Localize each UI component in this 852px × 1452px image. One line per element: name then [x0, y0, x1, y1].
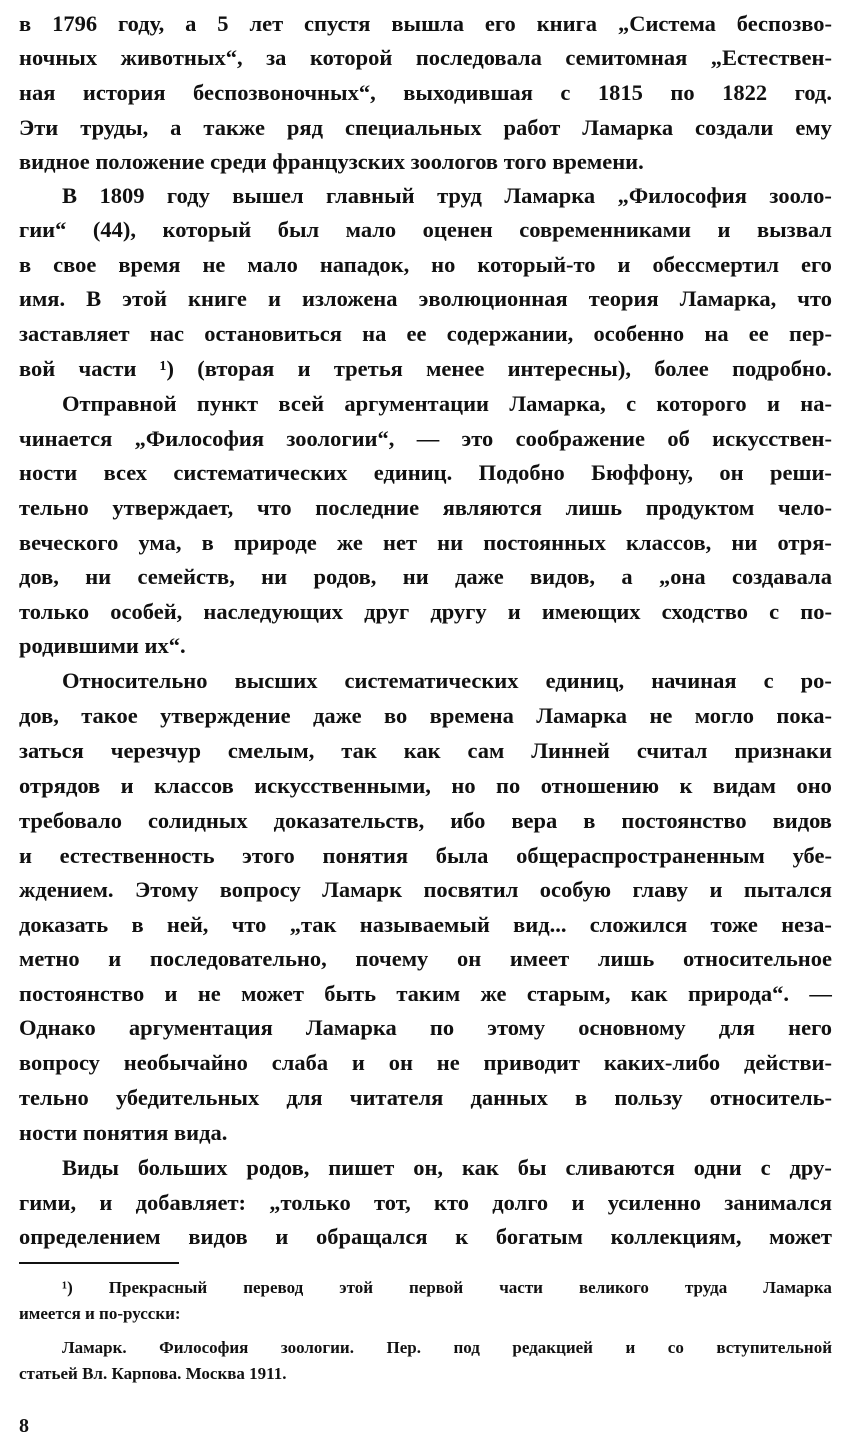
text-line: дов, такое утверждение даже во времена Ламарка не могло пока- [19, 703, 832, 728]
text-line: дов, ни семейств, ни родов, ни даже видов, а „она создавала [19, 564, 832, 589]
text-line: вопросу необычайно слаба и он не приводит каких-либо действи- [19, 1050, 832, 1075]
text-line: имя. В этой книге и изложена эволюционная теория Ламарка, что [19, 286, 832, 311]
text-line: Отправной пункт всей аргументации Ламарка, с которого и на- [62, 391, 832, 416]
text-line: ночных животных“, за которой последовала семитомная „Естествен- [19, 45, 832, 70]
text-line: тельно утверждает, что последние являются лишь продуктом чело- [19, 495, 832, 520]
text-line: в 1796 году, а 5 лет спустя вышла его книга „Система беспозво- [19, 11, 832, 36]
text-line: отрядов и классов искусственными, но по отношению к видам оно [19, 773, 832, 798]
text-line: ная история беспозвоночных“, выходившая с 1815 по 1822 год. [19, 80, 832, 105]
text-line: ности всех систематических единиц. Подобно Бюффону, он реши- [19, 460, 832, 485]
text-line: веческого ума, в природе же нет ни постоянных классов, ни отря- [19, 530, 832, 555]
text-line: гими, и добавляет: „только тот, кто долго и усиленно занимался [19, 1190, 832, 1215]
text-line: ности понятия вида. [19, 1120, 228, 1145]
text-line: чинается „Философия зоологии“, — это соображение об искусствен- [19, 426, 832, 451]
text-line: видное положение среди французских зоологов того времени. [19, 149, 644, 174]
text-line: определением видов и обращался к богатым коллекциям, может [19, 1224, 832, 1249]
footnote-line: статьей Вл. Карпова. Москва 1911. [19, 1364, 287, 1383]
text-line: метно и последовательно, почему он имеет лишь относительное [19, 946, 832, 971]
text-line: заться черезчур смелым, так как сам Линней считал признаки [19, 738, 832, 763]
footnote-line: Ламарк. Философия зоологии. Пер. под редакцией и со вступительной [62, 1338, 832, 1357]
text-line: родившими их“. [19, 633, 186, 658]
text-line: только особей, наследующих друг другу и имеющих сходство с по- [19, 599, 832, 624]
text-line: гии“ (44), который был мало оценен современниками и вызвал [19, 217, 832, 242]
text-line: Относительно высших систематических единиц, начиная с ро- [62, 668, 832, 693]
text-line: требовало солидных доказательств, ибо вера в постоянство видов [19, 808, 832, 833]
text-line: постоянство и не может быть таким же старым, как природа“. — [19, 981, 832, 1006]
footnote-divider [19, 1262, 179, 1264]
text-line: в свое время не мало нападок, но который-то и обессмертил его [19, 252, 832, 277]
text-line: вой части ¹) (вторая и третья менее интересны), более подробно. [19, 356, 832, 381]
text-line: ждением. Этому вопросу Ламарк посвятил особую главу и пытался [19, 877, 832, 902]
text-line: Эти труды, а также ряд специальных работ Ламарка создали ему [19, 115, 832, 140]
text-line: Виды больших родов, пишет он, как бы сливаются одни с дру- [62, 1155, 832, 1180]
text-line: заставляет нас остановиться на ее содержании, особенно на ее пер- [19, 321, 832, 346]
text-line: доказать в ней, что „так называемый вид... сложился тоже неза- [19, 912, 832, 937]
text-line: тельно убедительных для читателя данных в пользу относитель- [19, 1085, 832, 1110]
footnote-line: ¹) Прекрасный перевод этой первой части великого труда Ламарка [62, 1278, 832, 1297]
text-line: и естественность этого понятия была общераспространенным убе- [19, 843, 832, 868]
text-line: В 1809 году вышел главный труд Ламарка „Философия зооло- [62, 183, 832, 208]
text-line: Однако аргументация Ламарка по этому основному для него [19, 1015, 832, 1040]
page-number: 8 [19, 1415, 29, 1437]
footnote-line: имеется и по-русски: [19, 1304, 181, 1323]
